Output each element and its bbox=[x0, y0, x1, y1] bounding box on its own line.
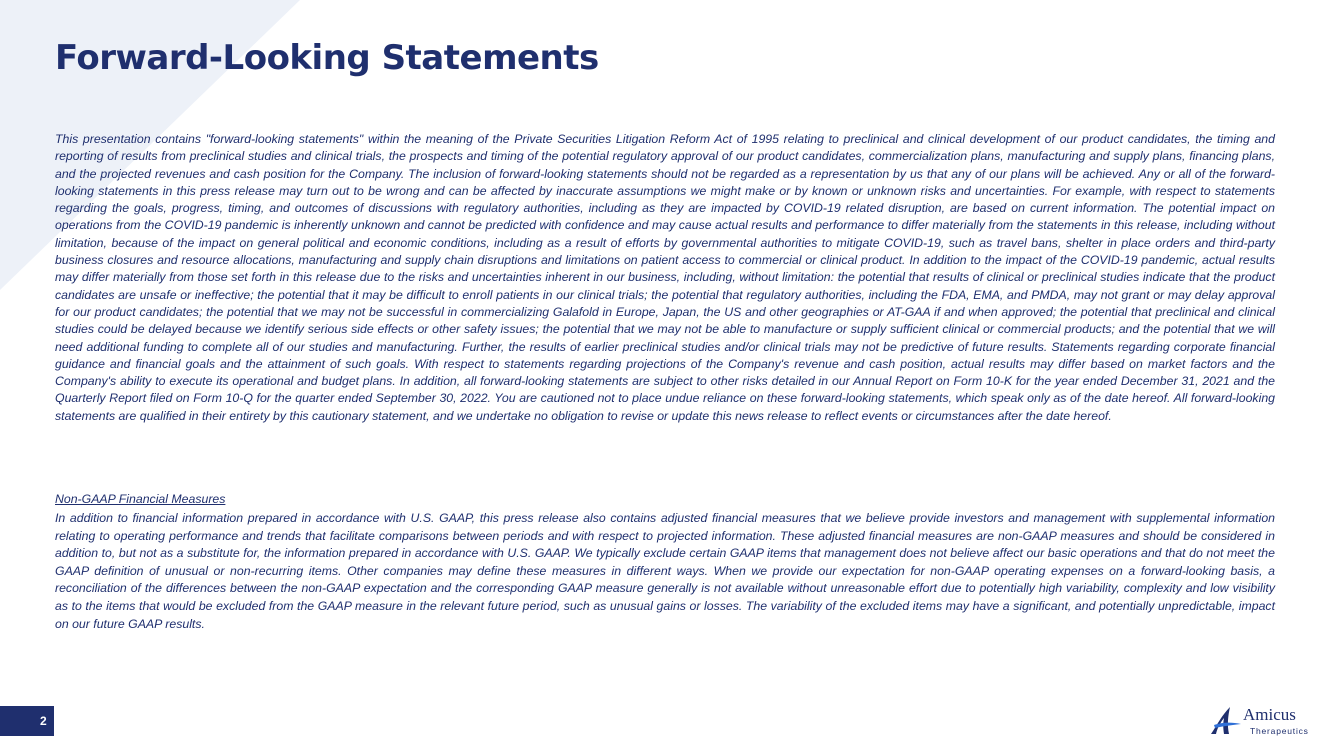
page-title: Forward-Looking Statements bbox=[55, 38, 599, 78]
amicus-logo-mark-icon bbox=[1208, 703, 1244, 739]
non-gaap-text: In addition to financial information prepared in accordance with U.S. GAAP, this press release also contains adjusted financial measures that we believe provide investors and management with supplemental information relating to operating performance and trends that facilitate comparisons between periods and with respect to projected information. These adjusted financial measures are non-GAAP measures and should be considered in addition to, but not as a substitute for, the information prepared in accordance with U.S. GAAP. We typically exclude certain GAAP items that management does not believe affect our basic operations and that do not meet the GAAP definition of unusual or non-recurring items. Other companies may define these measures in different ways. When we provide our expectation for non-GAAP operating expenses on a forward-looking basis, a reconciliation of the differences between the non-GAAP expectation and the corresponding GAAP measure generally is not available without unreasonable effort due to potentially high variability, complexity and low visibility as to the items that would be excluded from the GAAP measure in the relevant future period, such as unusual gains or losses. The variability of the excluded items may have a significant, and potentially unpredictable, impact on our future GAAP results. bbox=[55, 511, 1275, 631]
page-number-badge bbox=[0, 706, 54, 736]
amicus-logo bbox=[1208, 703, 1320, 739]
page-number: 2 bbox=[40, 714, 47, 728]
logo-subtitle: Therapeutics bbox=[1250, 726, 1309, 736]
non-gaap-heading: Non-GAAP Financial Measures bbox=[55, 492, 226, 506]
forward-looking-statement-text: This presentation contains "forward-looking statements" within the meaning of the Private Securities Litigation Reform Act of 1995 relating to preclinical and clinical development of our product candidates, the timing and reporting of results from preclinical studies and clinical trials, the prospects and timing of the potential regulatory approval of our product candidates, commercialization plans, manufacturing and supply plans, financing plans, and the projected revenues and cash position for the Company. The inclusion of forward-looking statements should not be regarded as a representation by us that any of our plans will be achieved. Any or all of the forward-looking statements in this press release may turn out to be wrong and can be affected by inaccurate assumptions we might make or by known or unknown risks and uncertainties. For example, with respect to statements regarding the goals, progress, timing, and outcomes of discussions with regulatory authorities, including as they are impacted by COVID-19 related disruption, are based on current information. The potential impact on operations from the COVID-19 pandemic is inherently unknown and cannot be predicted with confidence and may cause actual results and performance to differ materially from the statements in this release, including without limitation, because of the impact on general political and economic conditions, including as a result of efforts by governmental authorities to mitigate COVID-19, such as travel bans, shelter in place orders and third-party business closures and resource allocations, manufacturing and supply chain disruptions and limitations on patient access to commercial or clinical product. In addition to the impact of the COVID-19 pandemic, actual results may differ materially from those set forth in this release due to the risks and uncertainties inherent in our business, including, without limitation: the potential that results of clinical or preclinical studies indicate that the product candidates are unsafe or ineffective; the potential that it may be difficult to enroll patients in our clinical trials; the potential that regulatory authorities, including the FDA, EMA, and PMDA, may not grant or may delay approval for our product candidates; the potential that we may not be successful in commercializing Galafold in Europe, Japan, the US and other geographies or AT-GAA if and when approved; the potential that preclinical and clinical studies could be delayed because we identify serious side effects or other safety issues; the potential that we may not be able to manufacture or supply sufficient clinical or commercial products; and the potential that we will need additional funding to complete all of our studies and manufacturing. Further, the results of earlier preclinical studies and/or clinical trials may not be predictive of future results. Statements regarding corporate financial guidance and financial goals and the attainment of such goals. With respect to statements regarding projections of the Company's revenue and cash position, actual results may differ based on market factors and the Company's ability to execute its operational and budget plans. In addition, all forward-looking statements are subject to other risks detailed in our Annual Report on Form 10-K for the year ended December 31, 2021 and the Quarterly Report filed on Form 10-Q for the quarter ended September 30, 2022. You are cautioned not to place undue reliance on these forward-looking statements, which speak only as of the date hereof. All forward-looking statements are qualified in their entirety by this cautionary statement, and we undertake no obligation to revise or update this news release to reflect events or circumstances after the date hereof. bbox=[55, 132, 1275, 423]
logo-wordmark: Amicus bbox=[1243, 705, 1296, 724]
